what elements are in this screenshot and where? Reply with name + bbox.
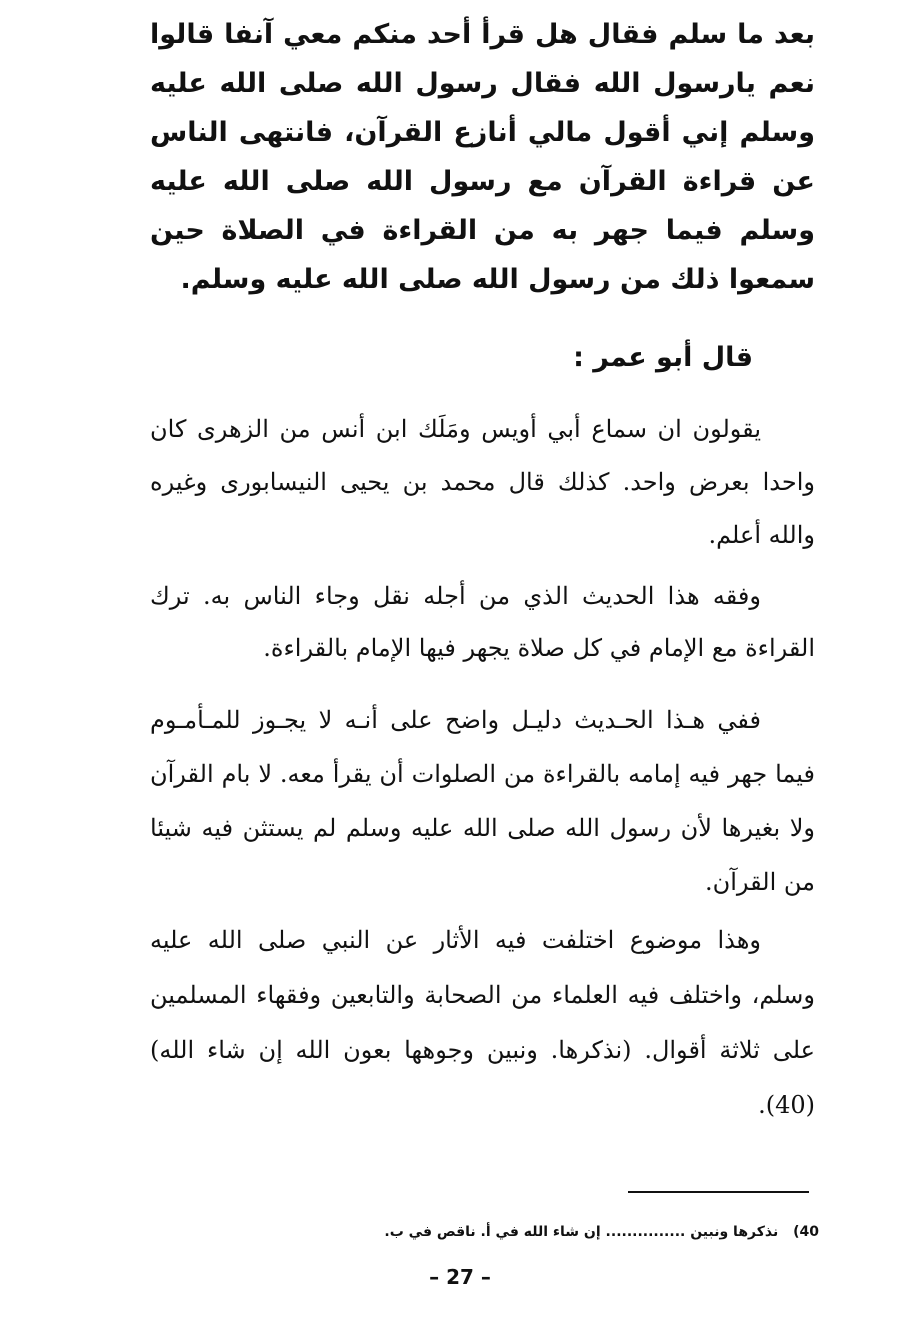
footnote-text: نذكرها ونبين ............... إن شاء الله في أ. ناقص في ب. bbox=[384, 1224, 779, 1240]
footnote-separator bbox=[628, 1191, 809, 1193]
footnote bbox=[384, 1220, 819, 1244]
paragraph-text: يقولون ان سماع أبي أويس ومَلَك ابن أنس من الزهرى كان واحدا بعرض واحد. كذلك قال محمد بن يحيى النيسابورى وغيره والله أعلم. bbox=[150, 415, 815, 549]
body-paragraph-evidence bbox=[150, 693, 815, 909]
paragraph-text: ففي هـذا الحـديث دليـل واضح على أنـه لا يجـوز للمـأمـوم فيما جهر فيه إمامه بالقراءة من الصلوات أن يقرأ معه. لا بام القرآن ولا بغيرها لأن رسول الله صلى الله عليه وسلم لم يستثن فيه شيئا من القرآن. bbox=[150, 706, 815, 896]
body-paragraph-isnad bbox=[150, 403, 815, 562]
body-paragraph-disagreement bbox=[150, 913, 815, 1133]
page-number: – 27 – bbox=[429, 1265, 491, 1289]
body-paragraph-fiqh bbox=[150, 570, 815, 674]
paragraph-text: وهذا موضوع اختلفت فيه الأثار عن النبي صلى الله عليه وسلم، واختلف فيه العلماء من الصحابة والتابعين وفقهاء المسلمين على ثلاثة أقوال. (نذكرها. ونبين وجوهها بعون الله إن شاء الله) (40). bbox=[150, 926, 815, 1119]
footnote-number: 40) bbox=[793, 1224, 819, 1240]
paragraph-text: وفقه هذا الحديث الذي من أجله نقل وجاء الناس به. ترك القراءة مع الإمام في كل صلاة يجهر فيها الإمام بالقراءة. bbox=[150, 582, 815, 662]
section-heading: قال أبو عمر : bbox=[573, 342, 753, 373]
bold-hadith-paragraph: بعد ما سلم فقال هل قرأ أحد منكم معي آنفا قالوا نعم يارسول الله فقال رسول الله صلى الله عليه وسلم إني أقول مالي أنازع القرآن، فانتهى الناس عن قراءة القرآن مع رسول الله صلى الله عليه وسلم فيما جهر به من القراءة في الصلاة حين سمعوا ذلك من رسول الله صلى الله عليه وسلم. bbox=[150, 19, 815, 295]
